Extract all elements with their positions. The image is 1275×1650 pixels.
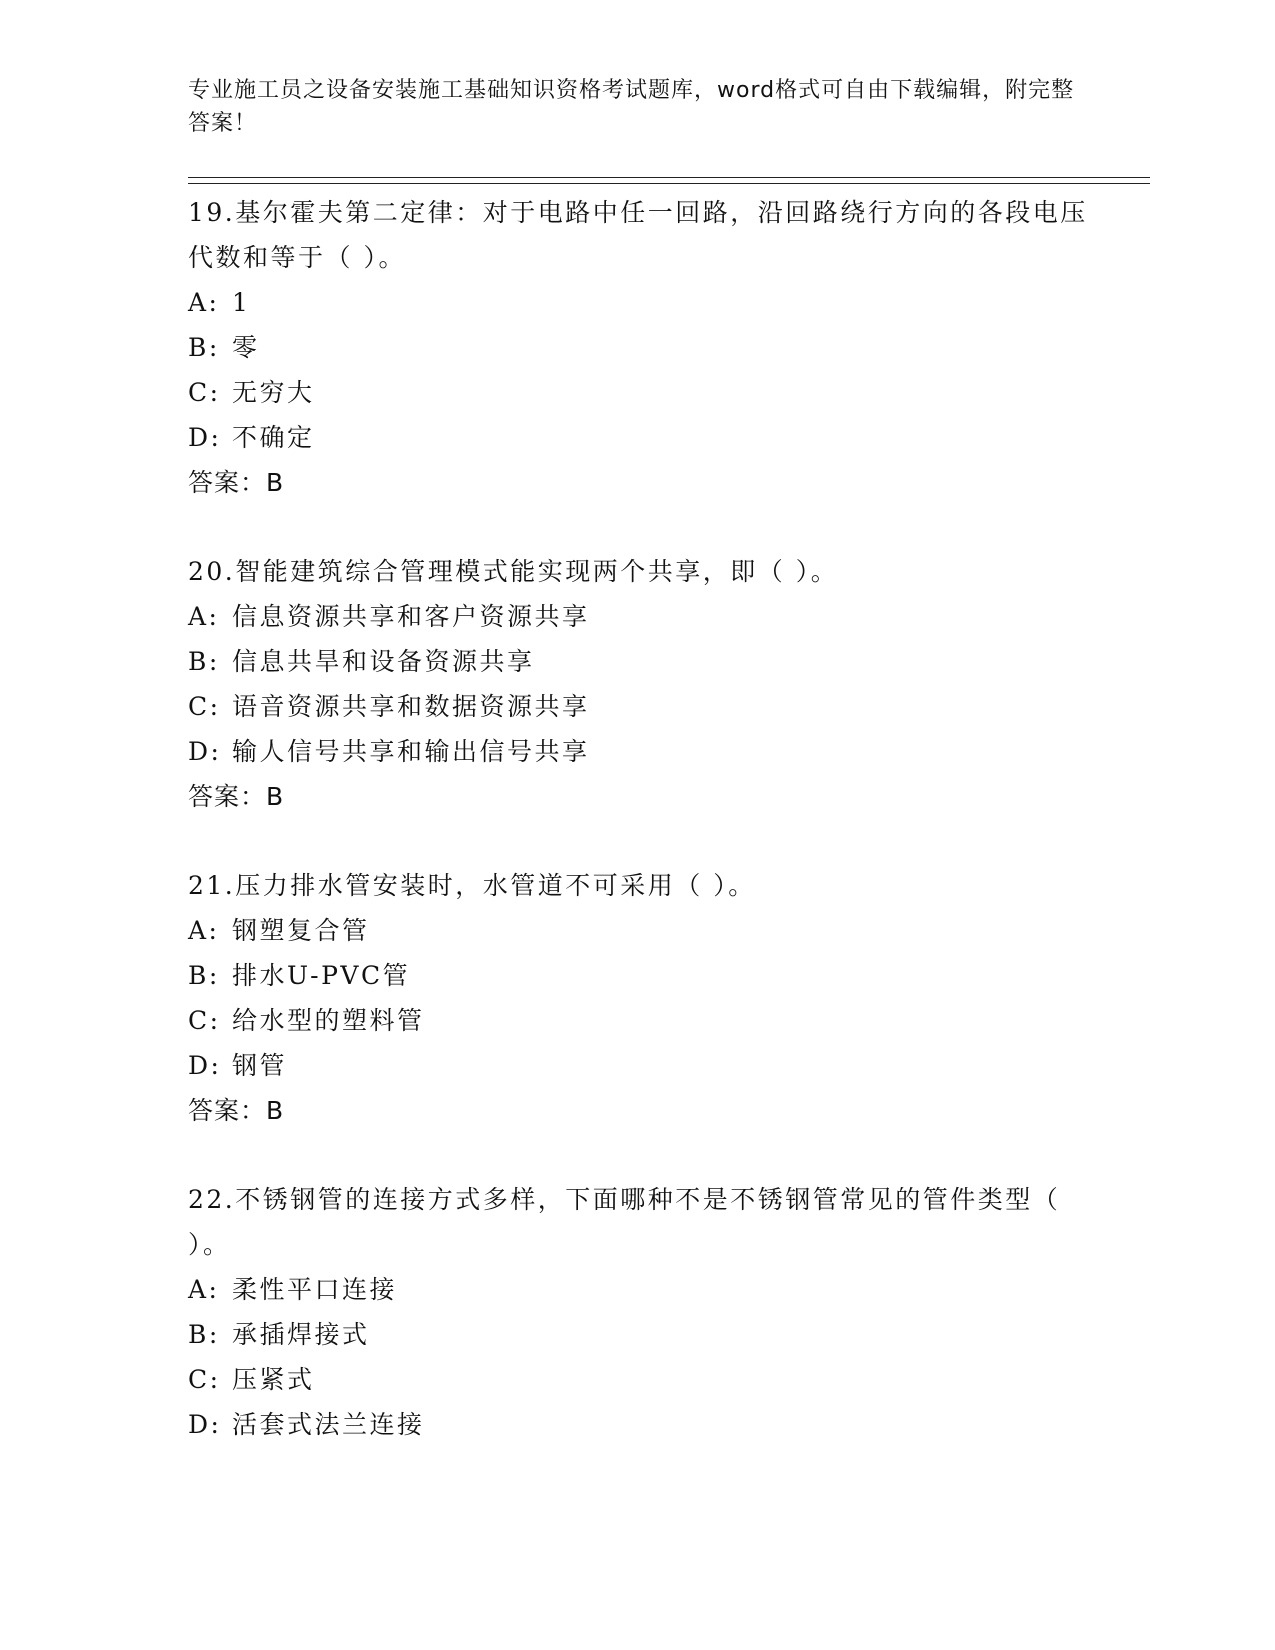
question-19 xyxy=(188,190,1148,505)
option-text: 信息资源共享和客户资源共享 xyxy=(232,602,590,631)
option-text: 排水U-PVC管 xyxy=(232,961,411,990)
option-key: C: xyxy=(188,1365,221,1394)
option-text: 柔性平口连接 xyxy=(232,1275,398,1304)
option-a xyxy=(188,280,1148,325)
option-key: D: xyxy=(188,1410,222,1439)
question-stem: 20.智能建筑综合管理模式能实现两个共享，即（ ）。 xyxy=(188,557,839,586)
document-header: 专业施工员之设备安装施工基础知识资格考试题库，word格式可自由下载编辑，附完整答案！ xyxy=(188,78,1075,136)
option-text: 给水型的塑料管 xyxy=(232,1006,425,1035)
option-key: D: xyxy=(188,1051,222,1080)
option-text: 信息共旱和设备资源共享 xyxy=(232,647,535,676)
option-c xyxy=(188,684,1148,729)
option-text: 钢管 xyxy=(232,1051,288,1080)
option-d xyxy=(188,415,1148,460)
question-stem: 21.压力排水管安装时，水管道不可采用（ ）。 xyxy=(188,871,756,900)
option-key: C: xyxy=(188,692,221,721)
option-c xyxy=(188,370,1148,415)
option-d xyxy=(188,1402,1148,1447)
option-text: 无穷大 xyxy=(232,378,315,407)
option-text: 1 xyxy=(232,288,251,317)
option-key: A: xyxy=(188,916,220,945)
option-d xyxy=(188,1043,1148,1088)
option-c xyxy=(188,998,1148,1043)
option-key: B: xyxy=(188,961,220,990)
option-b xyxy=(188,953,1148,998)
question-stem: 22.不锈钢管的连接方式多样，下面哪种不是不锈钢管常见的管件类型（ ）。 xyxy=(188,1185,1061,1259)
option-text: 零 xyxy=(232,333,260,362)
option-a xyxy=(188,594,1148,639)
option-b xyxy=(188,639,1148,684)
option-text: 承插焊接式 xyxy=(232,1320,370,1349)
option-text: 输人信号共享和输出信号共享 xyxy=(232,737,590,766)
option-text: 钢塑复合管 xyxy=(232,916,370,945)
option-text: 压紧式 xyxy=(232,1365,315,1394)
option-key: C: xyxy=(188,1006,221,1035)
option-key: A: xyxy=(188,288,220,317)
question-20 xyxy=(188,549,1148,819)
question-22 xyxy=(188,1177,1148,1447)
option-key: C: xyxy=(188,378,221,407)
option-a xyxy=(188,1267,1148,1312)
option-a xyxy=(188,908,1148,953)
answer-line: 答案：B xyxy=(188,1096,285,1125)
option-key: A: xyxy=(188,602,220,631)
question-21 xyxy=(188,863,1148,1133)
question-list xyxy=(188,190,1148,1491)
option-key: A: xyxy=(188,1275,220,1304)
option-text: 活套式法兰连接 xyxy=(232,1410,425,1439)
option-text: 语音资源共享和数据资源共享 xyxy=(232,692,590,721)
option-text: 不确定 xyxy=(232,423,315,452)
option-key: B: xyxy=(188,1320,220,1349)
option-b xyxy=(188,1312,1148,1357)
option-d xyxy=(188,729,1148,774)
option-key: D: xyxy=(188,423,222,452)
option-b xyxy=(188,325,1148,370)
answer-line: 答案：B xyxy=(188,782,285,811)
option-key: D: xyxy=(188,737,222,766)
option-key: B: xyxy=(188,333,220,362)
header-divider xyxy=(188,177,1150,184)
option-c xyxy=(188,1357,1148,1402)
option-key: B: xyxy=(188,647,220,676)
question-stem: 19.基尔霍夫第二定律：对于电路中任一回路，沿回路绕行方向的各段电压代数和等于（ ）。 xyxy=(188,198,1088,272)
answer-line: 答案：B xyxy=(188,468,285,497)
